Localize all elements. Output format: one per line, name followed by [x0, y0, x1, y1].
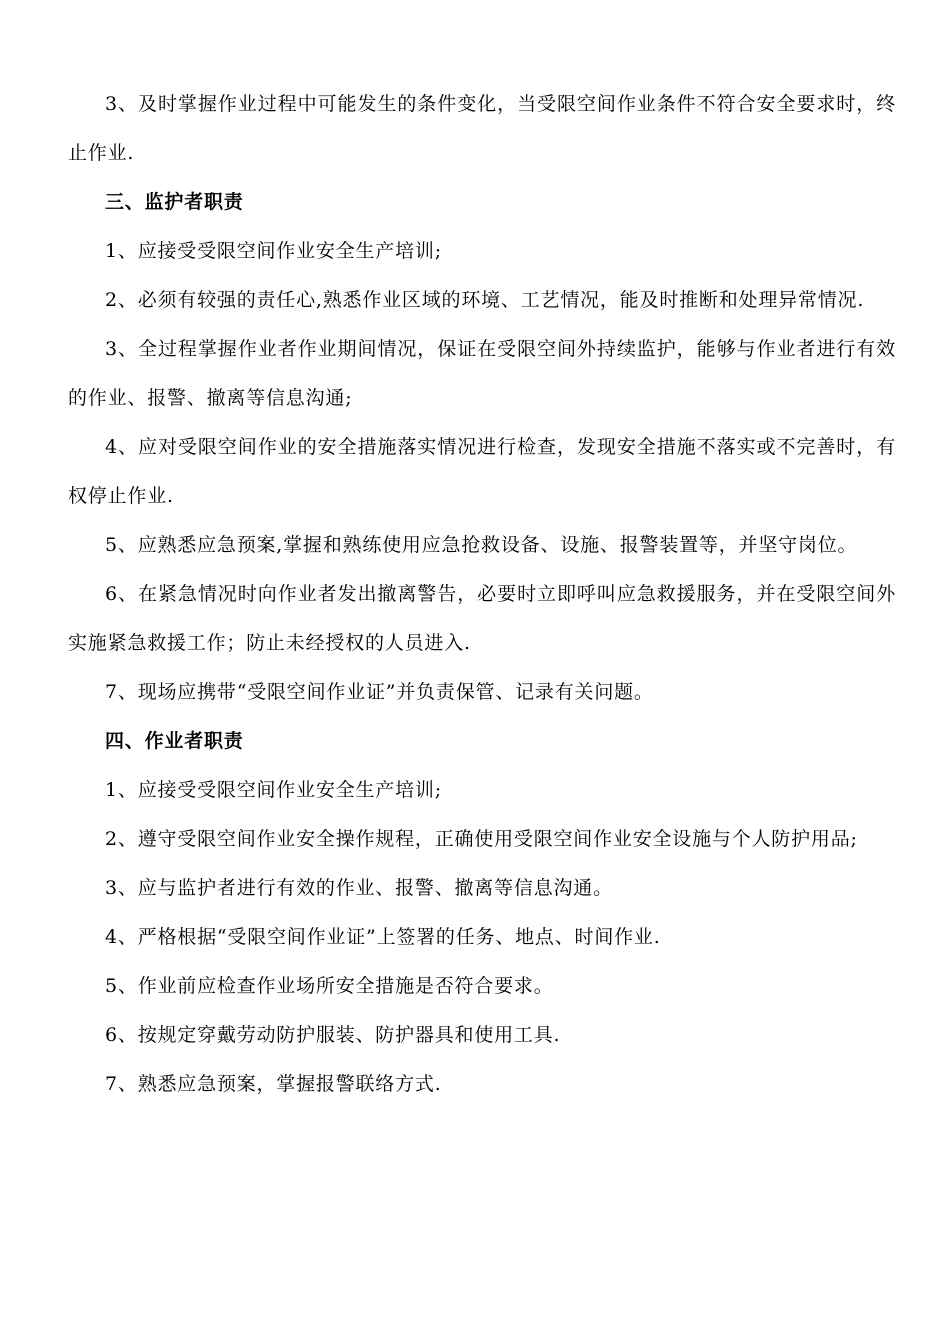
worker-duty-item-1: 1、应接受受限空间作业安全生产培训;: [105, 779, 442, 801]
monitor-duty-item-1: 1、应接受受限空间作业安全生产培训;: [105, 240, 442, 262]
monitor-duty-item-7: 7、现场应携带“受限空间作业证”并负责保管、记录有关问题。: [105, 681, 654, 703]
monitor-duty-item-2: 2、必须有较强的责任心,熟悉作业区域的环境、工艺情况，能及时推断和处理异常情况.: [105, 289, 865, 311]
document-page: [68, 80, 896, 1109]
monitor-duty-item-5: 5、应熟悉应急预案,掌握和熟练使用应急抢救设备、设施、报警装置等，并坚守岗位。: [105, 534, 858, 556]
worker-duty-item-4: 4、严格根据“受限空间作业证”上签署的任务、地点、时间作业.: [105, 926, 661, 948]
worker-duty-item-3: 3、应与监护者进行有效的作业、报警、撤离等信息沟通。: [105, 877, 613, 899]
monitor-duty-item-4: 4、应对受限空间作业的安全措施落实情况进行检查，发现安全措施不落实或不完善时，有权停止作业.: [68, 436, 896, 507]
monitor-duty-item-3: 3、全过程掌握作业者作业期间情况，保证在受限空间外持续监护，能够与作业者进行有效的作业、报警、撤离等信息沟通;: [68, 338, 896, 409]
monitor-duty-item-6: 6、在紧急情况时向作业者发出撤离警告，必要时立即呼叫应急救援服务，并在受限空间外实施紧急救援工作；防止未经授权的人员进入.: [68, 583, 896, 654]
section-heading-worker-duties: 四、作业者职责: [105, 730, 244, 752]
worker-duty-item-6: 6、按规定穿戴劳动防护服装、防护器具和使用工具.: [105, 1024, 561, 1046]
paragraph-supervision-3: 3、及时掌握作业过程中可能发生的条件变化，当受限空间作业条件不符合安全要求时，终止作业.: [68, 93, 896, 164]
worker-duty-item-7: 7、熟悉应急预案，掌握报警联络方式.: [105, 1073, 442, 1095]
worker-duty-item-2: 2、遵守受限空间作业安全操作规程，正确使用受限空间作业安全设施与个人防护用品;: [105, 828, 858, 850]
section-heading-monitor-duties: 三、监护者职责: [105, 191, 244, 213]
worker-duty-item-5: 5、作业前应检查作业场所安全措施是否符合要求。: [105, 975, 554, 997]
